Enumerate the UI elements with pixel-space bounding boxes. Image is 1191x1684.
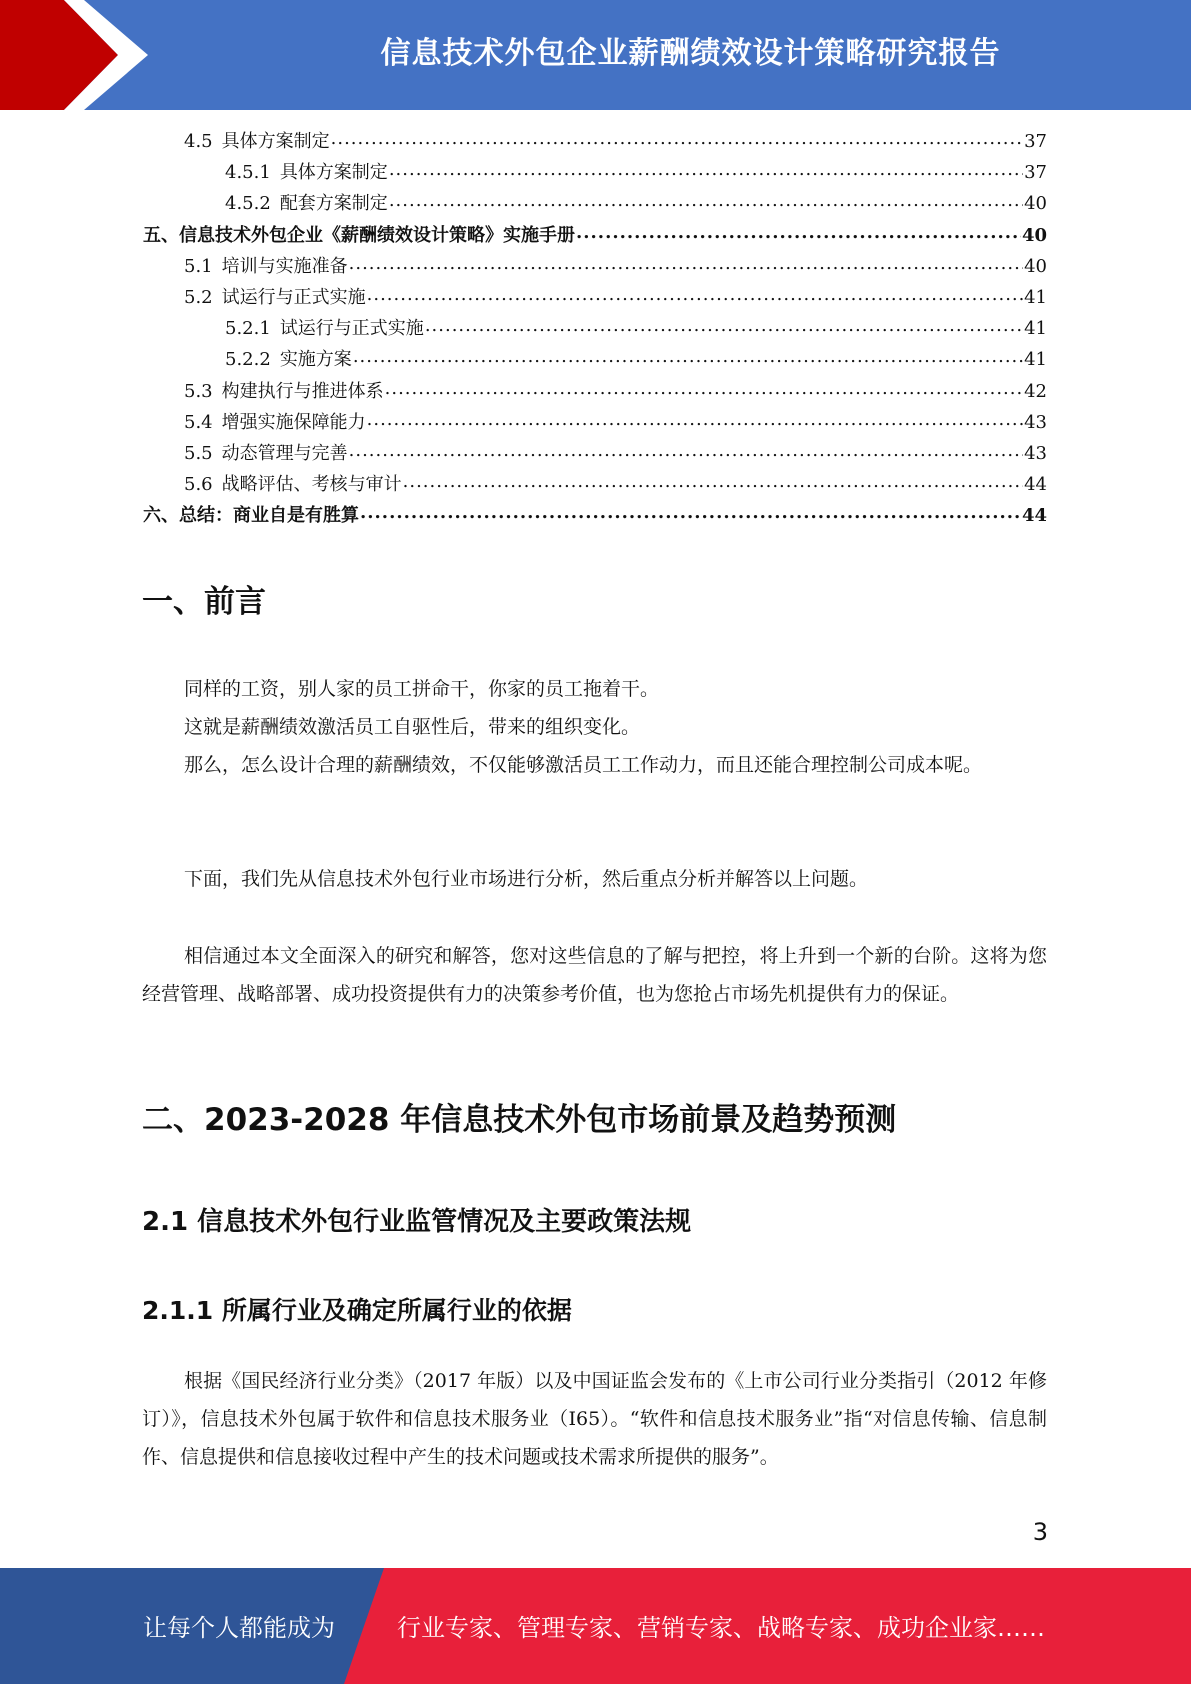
toc-entry[interactable]: [143, 501, 1047, 532]
toc-entry-number: 5.5: [184, 442, 213, 464]
toc-leader-dots: [331, 131, 1023, 149]
toc-entry-label: 战略评估、考核与审计: [221, 474, 402, 496]
toc-entry[interactable]: [143, 252, 1047, 283]
toc-entry-label: 培训与实施准备: [221, 255, 348, 277]
toc-leader-dots: [360, 505, 1021, 523]
section-heading-preface: 一、前言: [142, 584, 266, 620]
section-heading-market: 二、2023-2028 年信息技术外包市场前景及趋势预测: [142, 1102, 897, 1138]
toc-entry-title: [184, 252, 348, 278]
toc-entry-page: 42: [1024, 380, 1047, 402]
toc-entry-page: 43: [1024, 411, 1047, 433]
toc-entry-label: 具体方案制定: [279, 162, 388, 184]
toc-entry-label: 具体方案制定: [221, 131, 330, 152]
toc-entry-title: [184, 377, 384, 403]
toc-entry-page: 44: [1021, 505, 1047, 527]
toc-entry[interactable]: [143, 314, 1047, 345]
toc-leader-dots: [389, 162, 1023, 180]
table-of-contents: [143, 127, 1047, 532]
toc-entry[interactable]: [143, 221, 1047, 252]
toc-entry-title: [184, 470, 402, 496]
toc-entry-label: 五、信息技术外包企业《薪酬绩效设计策略》实施手册: [143, 224, 575, 246]
toc-leader-dots: [349, 443, 1023, 461]
header-title: 信息技术外包企业薪酬绩效设计策略研究报告: [380, 36, 1001, 71]
page-footer: [0, 1568, 1191, 1684]
toc-entry-title: [184, 408, 366, 434]
toc-entry-label: 实施方案: [279, 349, 352, 371]
paragraph: 根据《国民经济行业分类》（2017 年版）以及中国证监会发布的《上市公司行业分类指引（2012 年修订）》，信息技术外包属于软件和信息技术服务业（I65）。“软件和信息技术服务业”指“对信息传输、信息制作、信息提供和信息接收过程中产生的技术问题或技术需求所提供的服务”。: [142, 1370, 1047, 1468]
toc-entry-page: 40: [1024, 193, 1047, 215]
toc-leader-dots: [349, 256, 1023, 274]
toc-entry-title: [143, 501, 359, 527]
toc-leader-dots: [425, 318, 1023, 336]
toc-entry-page: 41: [1024, 286, 1047, 308]
toc-entry-number: 5.4: [184, 411, 213, 433]
toc-entry[interactable]: [143, 377, 1047, 408]
toc-entry[interactable]: [143, 408, 1047, 439]
toc-entry[interactable]: [143, 127, 1047, 158]
toc-entry-number: 5.2.1: [225, 318, 271, 340]
page-number: 3: [1032, 1518, 1048, 1546]
toc-entry[interactable]: [143, 283, 1047, 314]
toc-entry-title: [225, 158, 388, 184]
toc-leader-dots: [389, 193, 1023, 211]
toc-entry[interactable]: [143, 189, 1047, 220]
toc-entry-number: 5.2.2: [225, 349, 271, 371]
toc-entry-page: 37: [1024, 162, 1047, 184]
footer-slogan-right: 行业专家、管理专家、营销专家、战略专家、成功企业家……: [397, 1614, 1045, 1642]
toc-leader-dots: [403, 474, 1023, 492]
toc-entry-page: 41: [1024, 349, 1047, 371]
toc-entry-title: [184, 283, 366, 309]
page-header: [0, 0, 1191, 110]
toc-entry-title: [225, 189, 388, 215]
toc-entry-page: 43: [1024, 442, 1047, 464]
toc-entry-page: 40: [1021, 224, 1047, 246]
toc-entry-number: 5.1: [184, 255, 213, 277]
paragraph: 下面，我们先从信息技术外包行业市场进行分析，然后重点分析并解答以上问题。: [184, 868, 869, 890]
toc-entry-title: [143, 221, 575, 247]
toc-entry-number: 4.5.2: [225, 193, 271, 215]
toc-leader-dots: [353, 349, 1023, 367]
toc-entry-label: 六、总结：商业自是有胜算: [143, 505, 359, 527]
toc-entry-number: 4.5: [184, 131, 213, 152]
footer-slogan-left: 让每个人都能成为: [143, 1614, 335, 1642]
toc-leader-dots: [367, 412, 1023, 430]
toc-entry-title: [225, 345, 352, 371]
toc-entry-label: 动态管理与完善: [221, 442, 348, 464]
toc-entry[interactable]: [143, 158, 1047, 189]
toc-leader-dots: [367, 287, 1023, 305]
toc-entry-number: 5.3: [184, 380, 213, 402]
toc-entry-page: 40: [1024, 255, 1047, 277]
paragraph: 同样的工资，别人家的员工拼命干，你家的员工拖着干。: [184, 678, 660, 700]
toc-entry-label: 试运行与正式实施: [221, 286, 366, 308]
toc-entry-number: 5.6: [184, 474, 213, 496]
toc-entry[interactable]: [143, 470, 1047, 501]
toc-entry-page: 41: [1024, 318, 1047, 340]
toc-entry-label: 配套方案制定: [279, 193, 388, 215]
toc-leader-dots: [385, 381, 1023, 399]
subsubsection-heading: 2.1.1 所属行业及确定所属行业的依据: [142, 1296, 572, 1325]
toc-entry[interactable]: [143, 439, 1047, 470]
toc-entry-label: 试运行与正式实施: [279, 318, 424, 340]
toc-entry-label: 构建执行与推进体系: [221, 380, 384, 402]
toc-entry-title: [184, 127, 330, 153]
paragraph: 相信通过本文全面深入的研究和解答，您对这些信息的了解与把控，将上升到一个新的台阶。这将为您经营管理、战略部署、成功投资提供有力的决策参考价值，也为您抢占市场先机提供有力的保证。: [142, 945, 1047, 1005]
toc-entry-number: 4.5.1: [225, 162, 271, 184]
toc-entry-number: 5.2: [184, 286, 213, 308]
toc-entry-title: [225, 314, 424, 340]
header-arrow-decoration: [0, 0, 160, 110]
toc-entry-page: 44: [1024, 474, 1047, 496]
subsection-heading: 2.1 信息技术外包行业监管情况及主要政策法规: [142, 1207, 692, 1237]
toc-entry-page: 37: [1024, 131, 1047, 152]
paragraph: 那么，怎么设计合理的薪酬绩效，不仅能够激活员工工作动力，而且还能合理控制公司成本呢。: [184, 754, 983, 776]
toc-leader-dots: [576, 225, 1021, 243]
toc-entry-title: [184, 439, 348, 465]
toc-entry-label: 增强实施保障能力: [221, 411, 366, 433]
paragraph: 这就是薪酬绩效激活员工自驱性后，带来的组织变化。: [184, 716, 641, 738]
toc-entry[interactable]: [143, 345, 1047, 376]
